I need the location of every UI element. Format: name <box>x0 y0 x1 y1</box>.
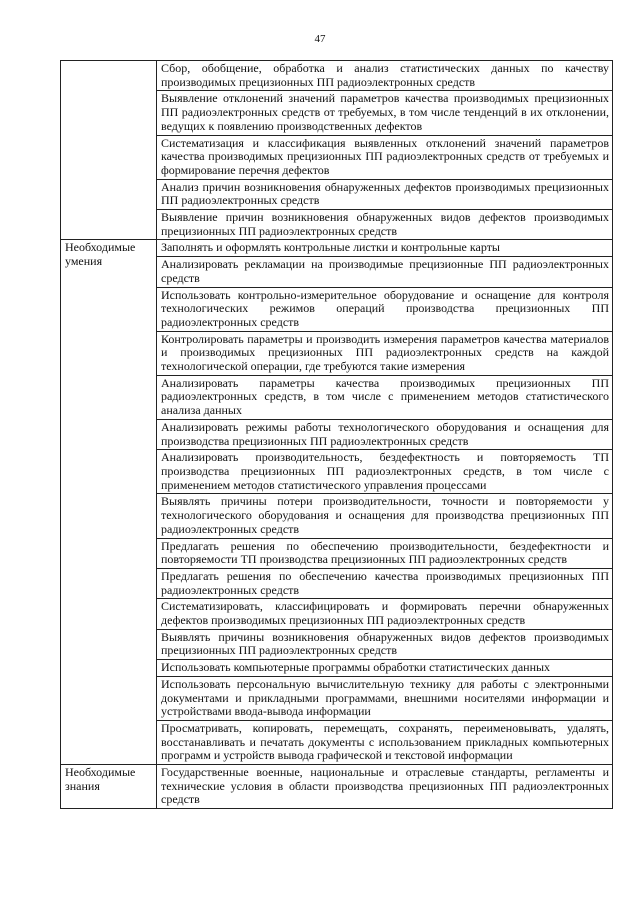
section-label <box>61 61 157 240</box>
requirement-text: Заполнять и оформлять контрольные листки и контрольные карты <box>157 240 613 257</box>
requirement-text: Просматривать, копировать, перемещать, сохранять, переименовывать, удалять, восстанавливать и печатать документы с использованием прикладных компьютерных программ и устройств вывода графической и текстовой информации <box>157 720 613 764</box>
table-row <box>61 765 613 809</box>
requirement-text: Анализ причин возникновения обнаруженных дефектов производимых прецизионных ПП радиоэлектронных средств <box>157 179 613 209</box>
requirement-text: Выявление причин возникновения обнаруженных видов дефектов производимых прецизионных ПП радиоэлектронных средств <box>157 210 613 240</box>
table-row <box>61 61 613 91</box>
section-label: Необходимые знания <box>61 765 157 809</box>
requirement-text: Выявлять причины потери производительности, точности и повторяемости у технологического оборудования и оснащения для производства прецизионных ПП радиоэлектронных средств <box>157 494 613 538</box>
section-label: Необходимые умения <box>61 240 157 765</box>
requirement-text: Анализировать производительность, бездефектность и повторяемость ТП производства прецизионных ПП радиоэлектронных средств, в том числе с применением методов статистического управления процессами <box>157 450 613 494</box>
requirement-text: Сбор, обобщение, обработка и анализ статистических данных по качеству производимых прецизионных ПП радиоэлектронных средств <box>157 61 613 91</box>
requirement-text: Использовать контрольно-измерительное оборудование и оснащение для контроля технологических режимов операций производства прецизионных ПП радиоэлектронных средств <box>157 287 613 331</box>
requirement-text: Использовать персональную вычислительную технику для работы с электронными документами и прикладными программами, внешними носителями информации и устройствами ввода-вывода информации <box>157 676 613 720</box>
requirement-text: Анализировать режимы работы технологического оборудования и оснащения для производства прецизионных ПП радиоэлектронных средств <box>157 419 613 449</box>
requirement-text: Предлагать решения по обеспечению производительности, бездефектности и повторяемости ТП производства прецизионных ПП радиоэлектронных средств <box>157 538 613 568</box>
requirement-text: Использовать компьютерные программы обработки статистических данных <box>157 660 613 677</box>
requirements-table-body <box>61 61 613 809</box>
requirements-table <box>60 60 613 809</box>
requirement-text: Контролировать параметры и производить измерения параметров качества материалов и производимых прецизионных ПП радиоэлектронных средств на каждой технологической операции, где требуются такие измерения <box>157 331 613 375</box>
page-number: 47 <box>314 33 326 45</box>
requirement-text: Систематизировать, классифицировать и формировать перечни обнаруженных дефектов производимых прецизионных ПП радиоэлектронных средств <box>157 599 613 629</box>
requirement-text: Анализировать параметры качества производимых прецизионных ПП радиоэлектронных средств, в том числе с применением методов статистического анализа данных <box>157 375 613 419</box>
requirement-text: Выявление отклонений значений параметров качества производимых прецизионных ПП радиоэлектронных средств от требуемых, в том числе тенденций в их отклонении, ведущих к появлению производственных дефектов <box>157 91 613 135</box>
requirement-text: Выявлять причины возникновения обнаруженных видов дефектов производимых прецизионных ПП радиоэлектронных средств <box>157 629 613 659</box>
requirement-text: Государственные военные, национальные и отраслевые стандарты, регламенты и технические условия в области производства прецизионных ПП радиоэлектронных средств <box>157 765 613 809</box>
requirement-text: Систематизация и классификация выявленных отклонений значений параметров качества производимых прецизионных ПП радиоэлектронных средств от требуемых и формирование перечня дефектов <box>157 135 613 179</box>
requirement-text: Анализировать рекламации на производимые прецизионные ПП радиоэлектронных средств <box>157 257 613 287</box>
requirement-text: Предлагать решения по обеспечению качества производимых прецизионных ПП радиоэлектронных средств <box>157 568 613 598</box>
table-row <box>61 240 613 257</box>
